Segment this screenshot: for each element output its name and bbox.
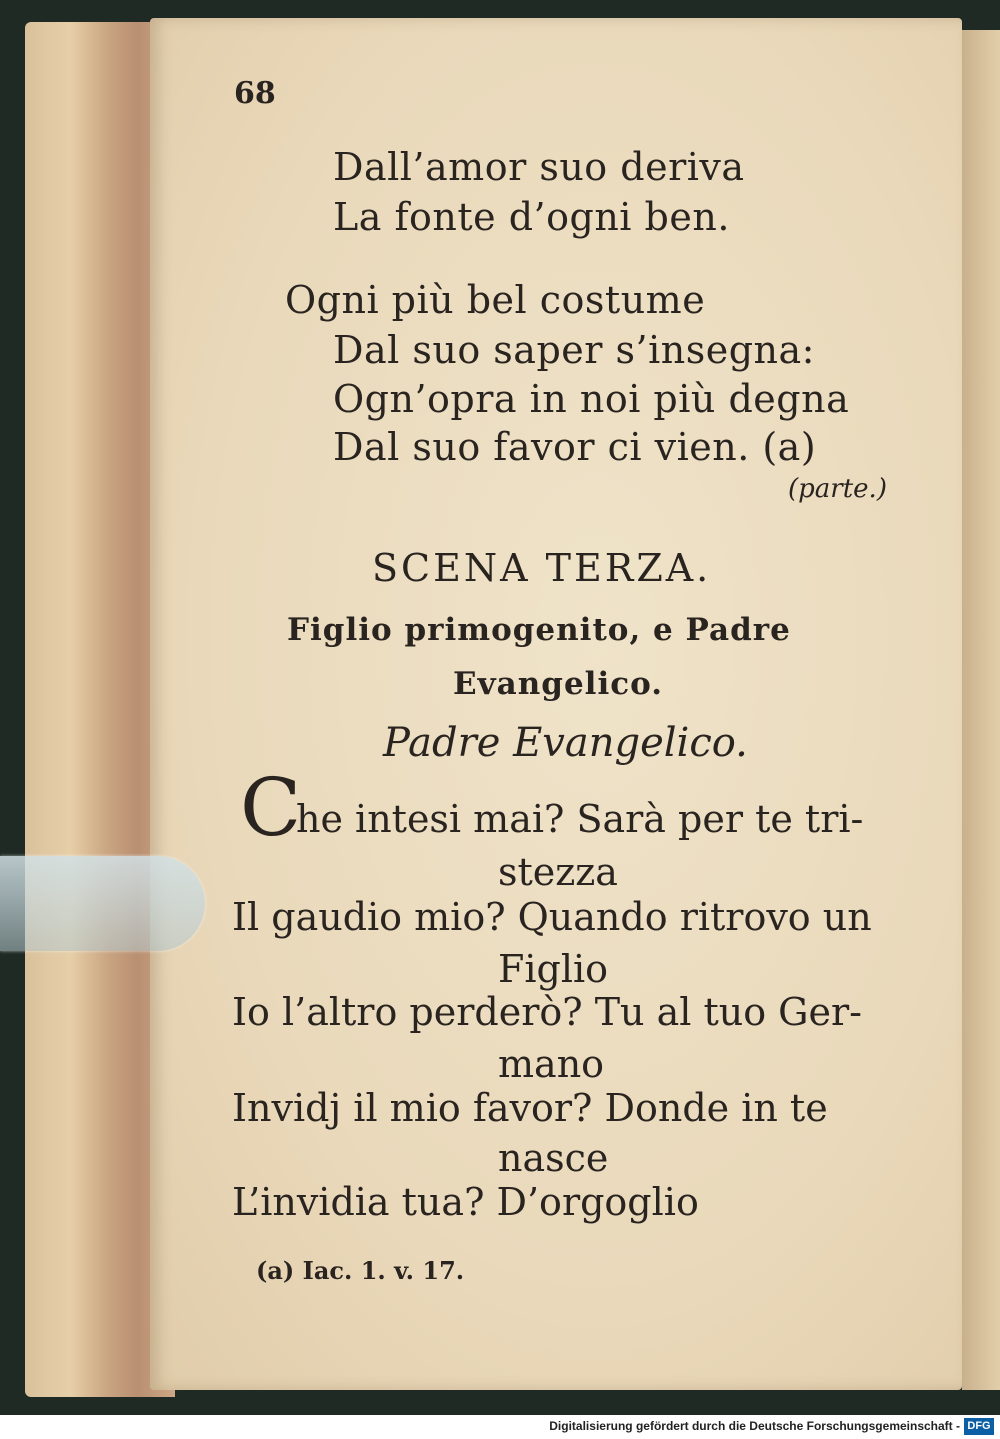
stage-direction: (parte.) (788, 474, 887, 504)
verse-line: La fonte d’ogni ben. (333, 195, 730, 239)
dfg-logo[interactable]: DFG (964, 1418, 994, 1435)
verse-line: Ogn’opra in noi più degna (333, 377, 850, 421)
characters-line: Figlio primogenito, e Padre (287, 612, 791, 648)
characters-line: Evangelico. (453, 666, 664, 702)
speech-line: Io l’altro perderò? Tu al tuo Ger- (232, 990, 863, 1034)
speech-line: nasce (498, 1136, 609, 1180)
verse-line: Dal suo saper s’insegna: (333, 328, 815, 372)
speaker-name: Padre Evangelico. (383, 720, 748, 766)
drop-capital: C (240, 761, 302, 854)
speech-line: Invidj il mio favor? Donde in te (232, 1086, 828, 1130)
speech-line: mano (498, 1042, 605, 1086)
scene-heading: SCENA TERZA. (372, 546, 712, 590)
footnote: (a) Iac. 1. v. 17. (256, 1256, 465, 1285)
verse-line: Dal suo favor ci vien. (a) (333, 425, 817, 469)
footer-credit: Digitalisierung gefördert durch die Deutsche Forschungsgemeinschaft - (549, 1419, 960, 1433)
speech-line: Figlio (498, 947, 609, 991)
speech-line: Il gaudio mio? Quando ritrovo un (232, 895, 872, 939)
verse-line: Ogni più bel costume (285, 278, 706, 322)
speech-line: he intesi mai? Sarà per te tri- (296, 797, 864, 841)
footer-bar (0, 1415, 1000, 1439)
bookmark-clip (0, 856, 205, 951)
next-page-edge (962, 30, 1000, 1390)
speech-line: stezza (498, 850, 618, 894)
speech-line: L’invidia tua? D’orgoglio (232, 1180, 699, 1224)
page-number: 68 (234, 76, 276, 111)
verse-line: Dall’amor suo deriva (333, 145, 745, 189)
